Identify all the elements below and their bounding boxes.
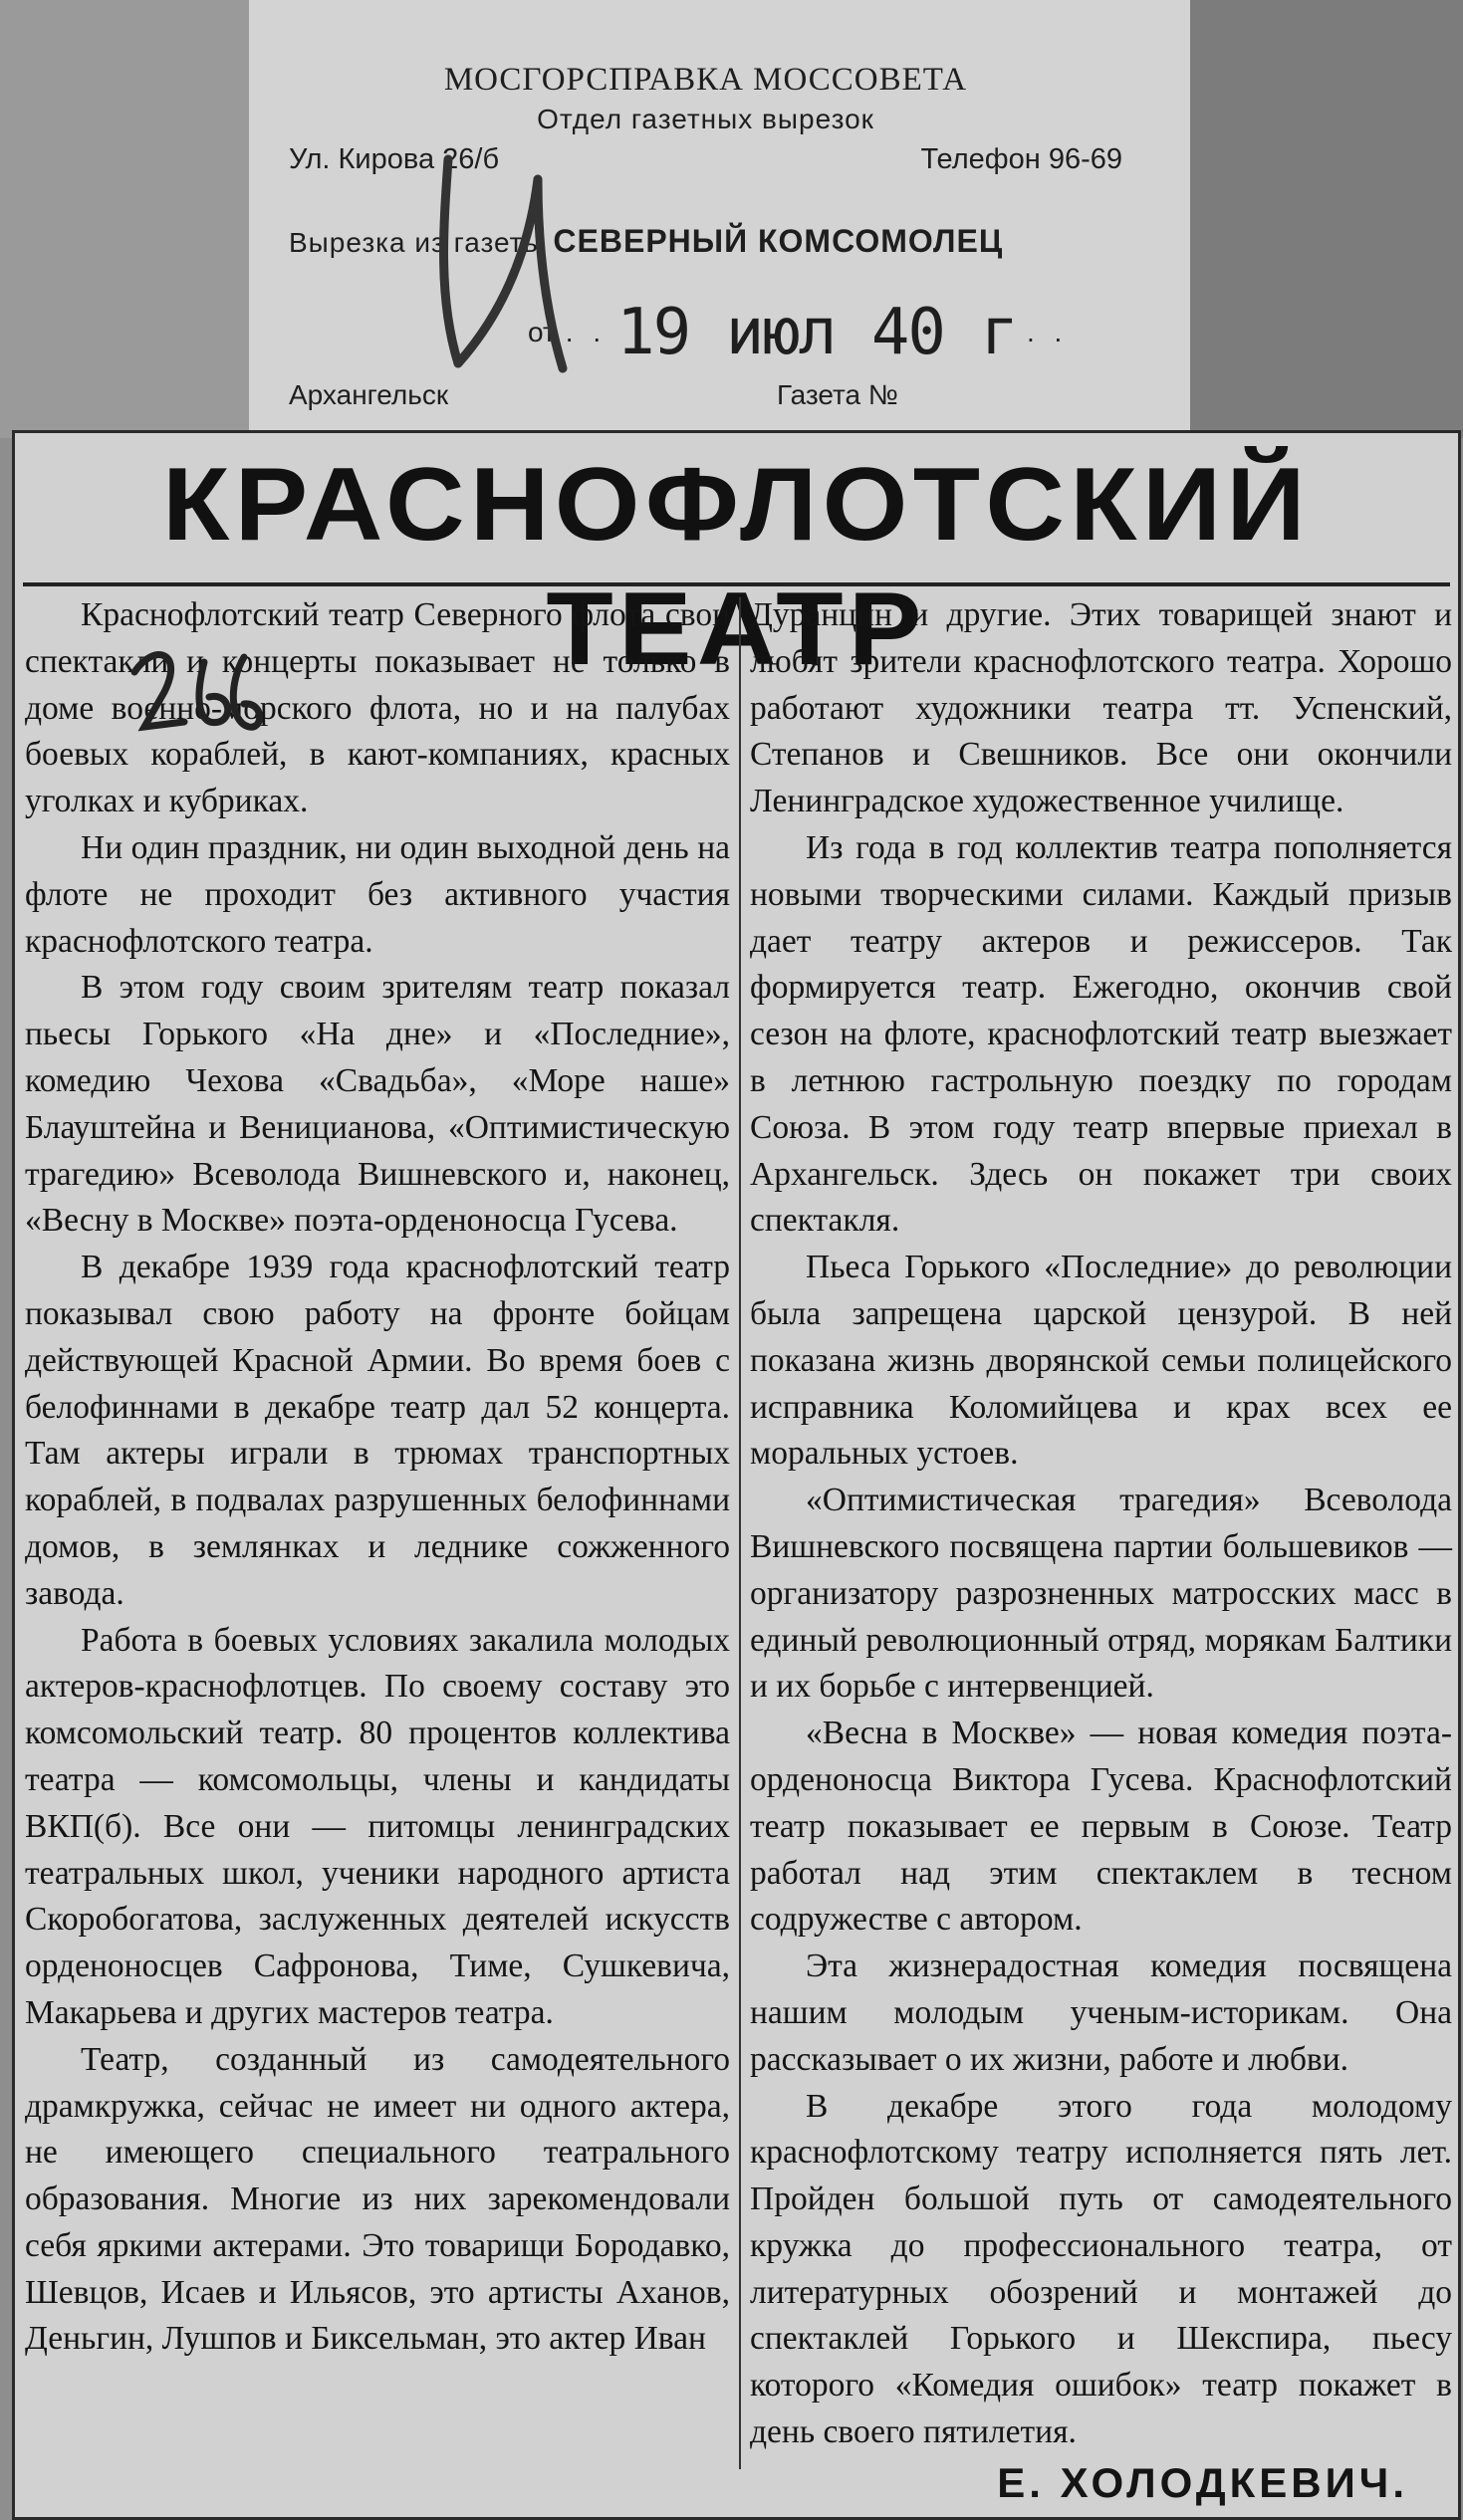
paragraph: «Весна в Москве» — новая комедия поэта-орденоносца Виктора Гусева. Краснофлотский театр показывает ее первым в Союзе. Театр работал над этим спектаклем в тесном содружестве с автором.	[750, 1715, 1452, 1939]
department-name: Отдел газетных вырезок	[537, 104, 874, 134]
paragraph: Ни один праздник, ни один выходной день на флоте не проходит без активного участия краснофлотского театра.	[25, 828, 730, 960]
paragraph: Работа в боевых условиях закалила молодых актеров-краснофлотцев. По своему составу это комсомольский театр. 80 процентов коллектива театра — комсомольцы, члены и кандидаты ВКП(б). Все они — питомцы ленинградских театральных школ, ученики народного артиста Скоробогатова, заслуженных деятелей искусств орденоносцев Сафронова, Тиме, Сушкевича, Макарьева и других мастеров театра.	[25, 1621, 730, 2031]
dot-leader: . .	[1026, 316, 1069, 347]
location-row	[289, 379, 1122, 411]
paragraph: Эта жизнерадостная комедия посвящена нашим молодым ученым-историкам. Она рассказывает о их жизни, работе и любви.	[750, 1947, 1452, 2078]
paragraph: В этом году своим зрителям театр показал пьесы Горького «На дне» и «Последние», комедию Чехова «Свадьба», «Море наше» Блауштейна и Веницианова, «Оптимистическую трагедию» Всеволода Вишневского и, наконец, «Весну в Москве» поэта-орденоносца Гусева.	[25, 969, 730, 1240]
agency-name: МОСГОРСПРАВКА МОССОВЕТА	[443, 62, 968, 98]
newspaper-clipping	[12, 430, 1461, 2520]
date-value: 19 июл 40 г	[616, 295, 1017, 369]
background-right	[1190, 0, 1463, 438]
address: Ул. Кирова 26/б	[289, 143, 500, 175]
date-prefix: от	[528, 316, 556, 347]
author-signature: Е. ХОЛОДКЕВИЧ.	[997, 2459, 1408, 2506]
paragraph: Краснофлотский театр Северного флота свои спектакли и концерты показывает не только в доме военно-морского флота, но и на палубах боевых кораблей, в кают-компаниях, красных уголках и кубриках.	[25, 596, 730, 820]
clipping-service-label	[249, 0, 1190, 438]
paragraph: В декабре этого года молодому краснофлотскому театру исполняется пять лет. Пройден большой путь от самодеятельного кружка до профессионального театра, от литературных обозрений и монтажей до спектаклей Горького и Шекспира, пьесу которого «Комедия ошибок» театр покажет в день своего пятилетия.	[750, 2087, 1452, 2451]
article-headline: КРАСНОФЛОТСКИЙ ТЕАТР	[162, 447, 1311, 687]
background-left	[0, 0, 249, 438]
paragraph: В декабре 1939 года краснофлотский театр показывал свою работу на фронте бойцам действующей Красной Армии. Во время боев с белофиннами в декабре театр дал 52 концерта. Там актеры играли в трюмах транспортных кораблей, в подвалах разрушенных белофиннами домов, в землянках и леднике сожженного завода.	[25, 1249, 730, 1612]
issue-label: Газета №	[777, 379, 898, 410]
paragraph: Театр, созданный из самодеятельного драмкружка, сейчас не имеет ни одного актера, не имеющего специального театрального образования. Многие из них зарекомендовали себя яркими актерами. Это товарищи Бородавко, Шевцов, Исаев и Ильясов, это артисты Аханов, Деньгин, Лушпов и Биксельман, это актер Иван	[25, 2040, 730, 2358]
clip-prefix: Вырезка из газеты	[289, 227, 545, 258]
handwritten-number-icon	[124, 642, 274, 742]
headline-rule	[23, 582, 1450, 586]
handwritten-mark-icon	[388, 149, 627, 378]
column-divider	[739, 597, 741, 2469]
article-column-right	[750, 592, 1452, 2456]
paragraph: Дуранцин и другие. Этих товарищей знают и любят зрители краснофлотского театра. Хорошо работают художники театра тт. Успенский, Степанов и Свешников. Все они окончили Ленинградское художественное училище.	[750, 596, 1452, 820]
newspaper-name: СЕВЕРНЫЙ КОМСОМОЛЕЦ	[553, 223, 1004, 259]
dot-leader: . .	[565, 316, 608, 347]
paragraph: Пьеса Горького «Последние» до революции была запрещена царской цензурой. В ней показана жизнь дворянской семьи полицейского исправника Коломийцева и крах всех ее моральных устоев.	[750, 1249, 1452, 1473]
city: Архангельск	[289, 379, 449, 410]
paragraph: «Оптимистическая трагедия» Всеволода Вишневского посвящена партии большевиков — организатору разрозненных матросских масс в единый революционный отряд, морякам Балтики и их борьбе с интервенцией.	[750, 1482, 1452, 1706]
phone: Телефон 96-69	[920, 143, 1122, 175]
article-column-left	[25, 592, 730, 2363]
paragraph: Из года в год коллектив театра пополняется новыми творческими силами. Каждый призыв дает театру актеров и режиссеров. Так формируется театр. Ежегодно, окончив свой сезон на флоте, краснофлотский театр выезжает в летнюю гастрольную поездку по городам Союза. В этом году театр впервые приехал в Архангельск. Здесь он покажет три своих спектакля.	[750, 828, 1452, 1240]
